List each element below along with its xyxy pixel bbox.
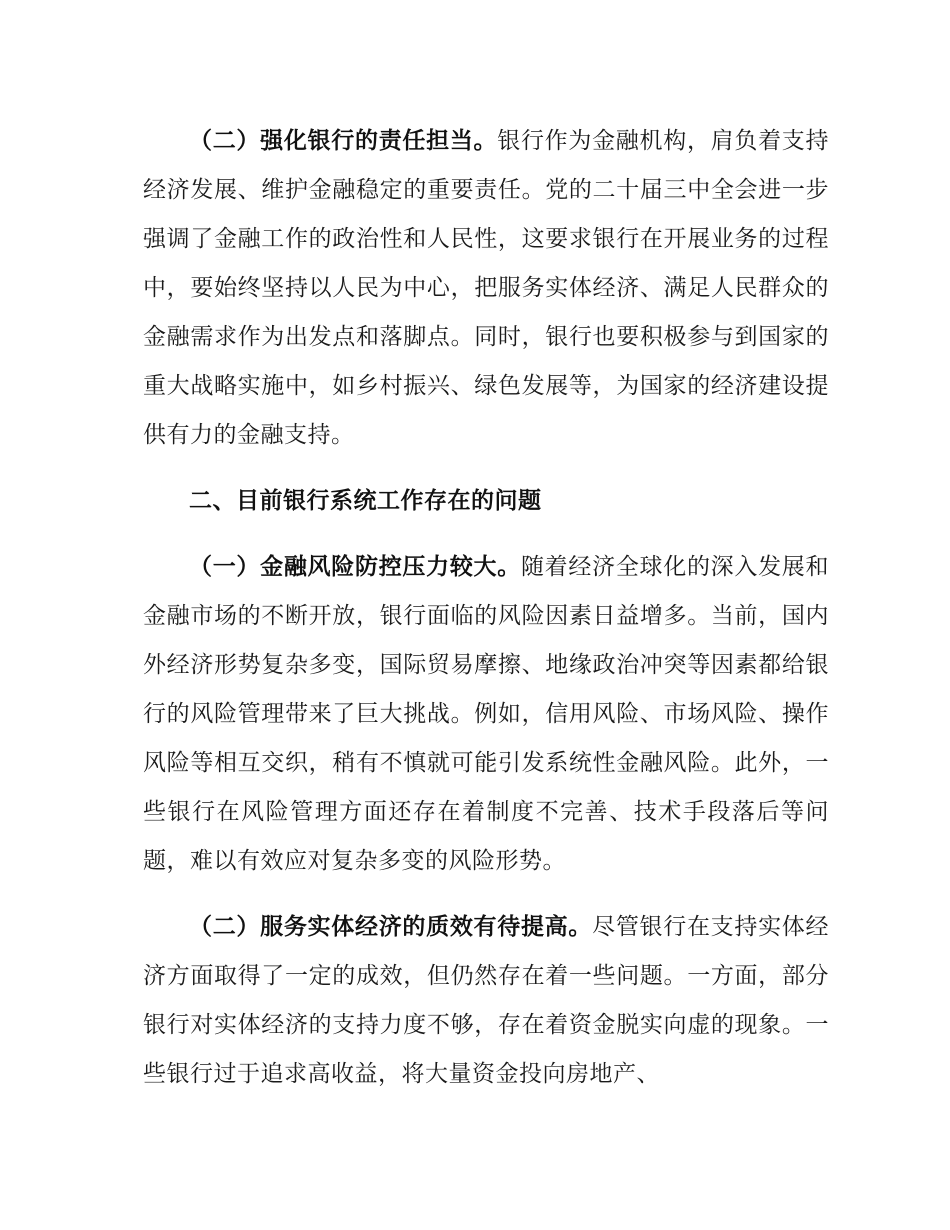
paragraph-text: 银行作为金融机构，肩负着支持经济发展、维护金融稳定的重要责任。党的二十届三中全会进一步强调了金融工作的政治性和人民性，这要求银行在开展业务的过程中，要始终坚持以人民为中心，把服务实体经济、满足人民群众的金融需求作为出发点和落脚点。同时，银行也要积极参与到国家的重大战略实施中，如乡村振兴、绿色发展等，为国家的经济建设提供有力的金融支持。	[143, 128, 830, 448]
paragraph-lead: （二）强化银行的责任担当。	[189, 128, 498, 154]
paragraph-lead: （一）金融风险防控压力较大。	[189, 554, 521, 580]
paragraph-lead: （二）服务实体经济的质效有待提高。	[189, 914, 593, 940]
paragraph-text: 尽管银行在支持实体经济方面取得了一定的成效，但仍然存在着一些问题。一方面，部分银行对实体经济的支持力度不够，存在着资金脱实向虚的现象。一些银行过于追求高收益，将大量资金投向房地产、	[143, 914, 830, 1087]
section-heading: 二、目前银行系统工作存在的问题	[189, 488, 542, 514]
paragraph-real-economy	[143, 903, 829, 1099]
paragraph-text: 随着经济全球化的深入发展和金融市场的不断开放，银行面临的风险因素日益增多。当前，国内外经济形势复杂多变，国际贸易摩擦、地缘政治冲突等因素都给银行的风险管理带来了巨大挑战。例如，信用风险、市场风险、操作风险等相互交织，稍有不慎就可能引发系统性金融风险。此外，一些银行在风险管理方面还存在着制度不完善、技术手段落后等问题，难以有效应对复杂多变的风险形势。	[143, 554, 830, 874]
paragraph-strengthen-responsibility	[143, 117, 829, 460]
paragraph-financial-risk	[143, 543, 829, 886]
document-body	[143, 117, 829, 1099]
